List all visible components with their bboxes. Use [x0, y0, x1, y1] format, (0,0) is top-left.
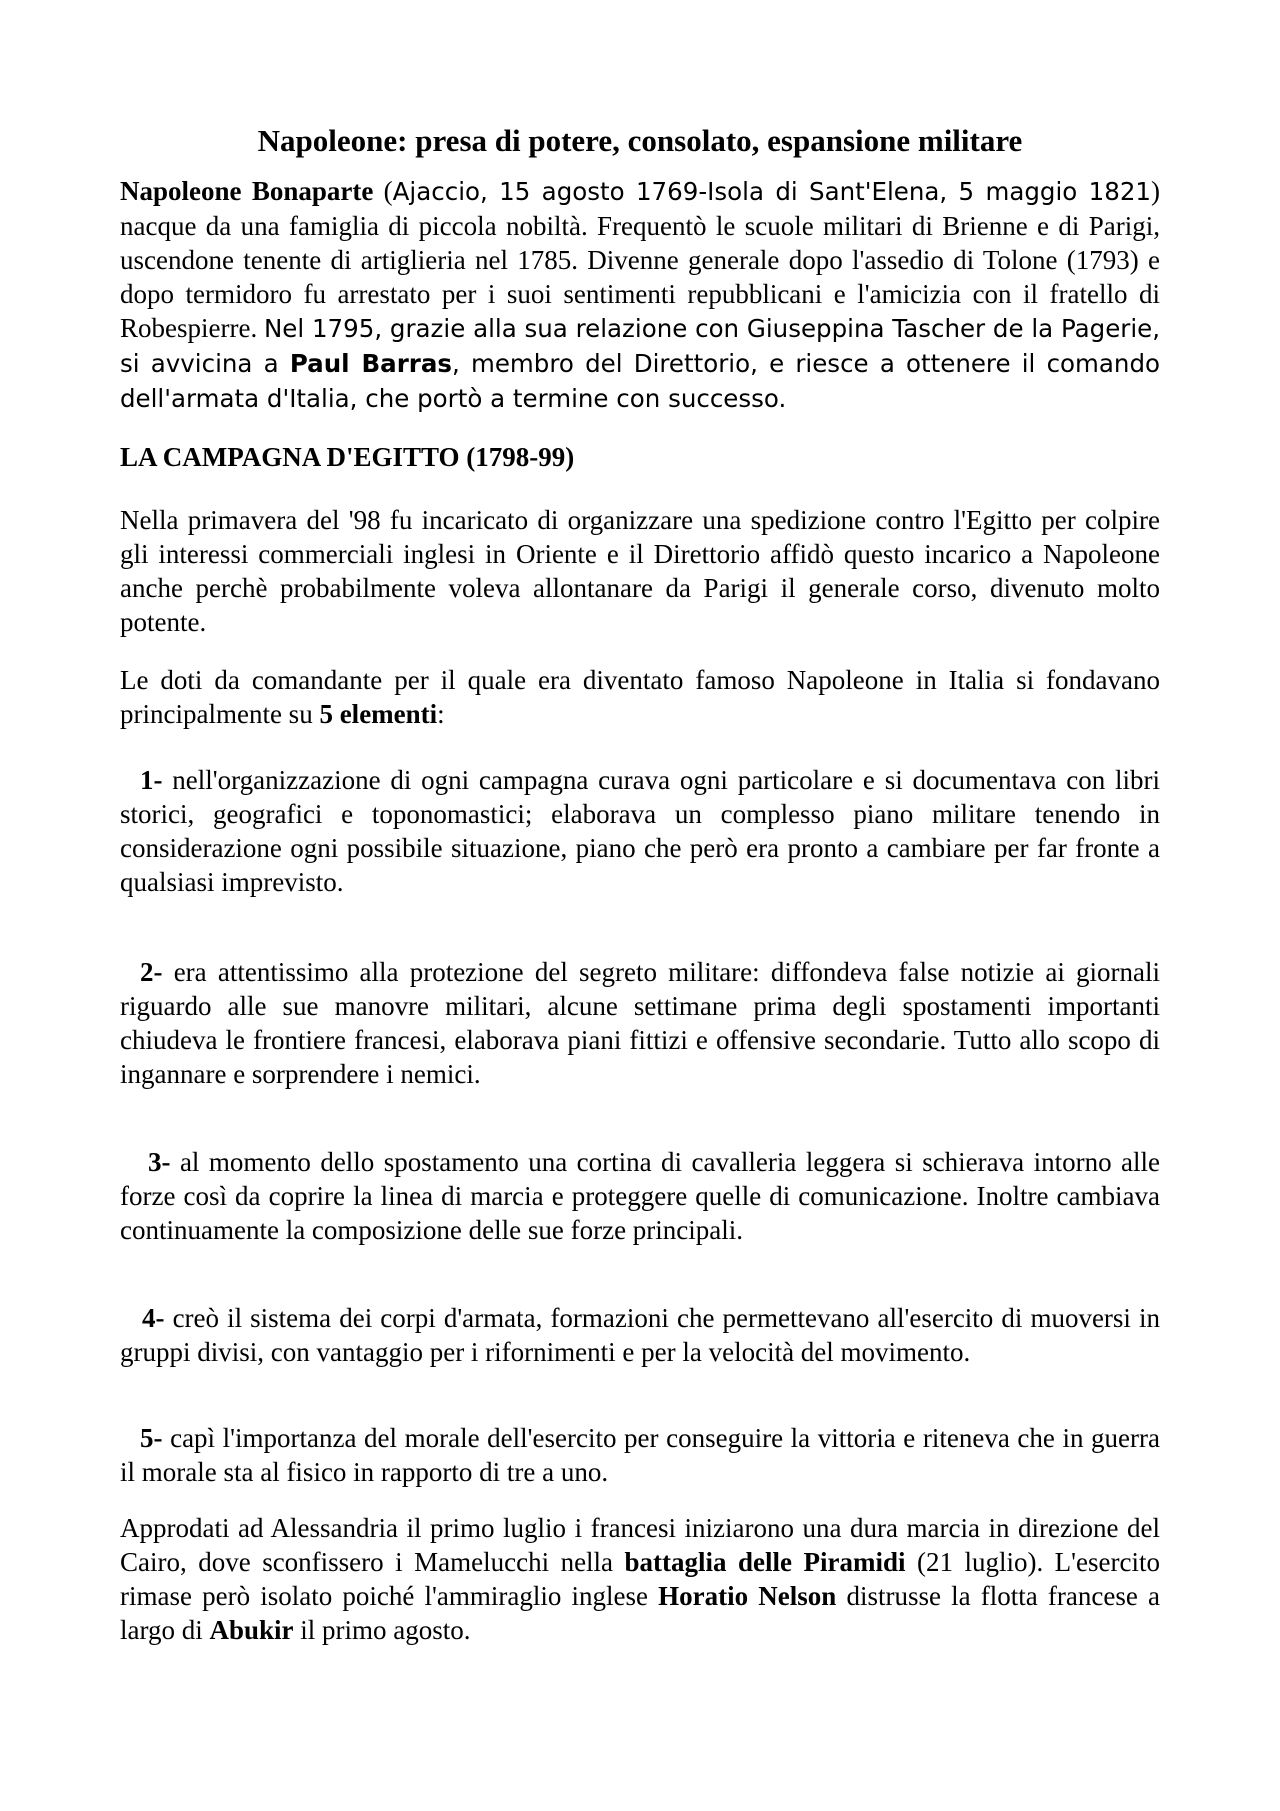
- intro-text-4: , membro del Direttorio, e riesce a ottenere il comando dell'armata d'Italia, che portò a termine con successo.: [120, 349, 1160, 413]
- item-number: 3-: [148, 1147, 171, 1177]
- list-item: [120, 763, 1160, 899]
- item-text: capì l'importanza del morale dell'esercito per conseguire la vittoria e riteneva che in guerra il morale sta al fisico in rapporto di tre a uno.: [120, 1423, 1160, 1487]
- document-title: Napoleone: presa di potere, consolato, espansione militare: [257, 123, 1023, 158]
- name-horatio-nelson: Horatio Nelson: [658, 1581, 837, 1611]
- alexandria-text-2: (21 luglio). L'esercito rimase però isolato poiché l'ammiraglio inglese: [120, 1547, 1160, 1611]
- list-item: [120, 1421, 1160, 1489]
- list-item: [120, 1301, 1160, 1369]
- item-text: al momento dello spostamento una cortina di cavalleria leggera si schierava intorno alle forze così da coprire la linea di marcia e proteggere quelle di comunicazione. Inoltre cambiava continuamente la composizione delle sue forze principali.: [120, 1147, 1160, 1245]
- item-number: 4-: [142, 1303, 165, 1333]
- intro-text-2: e dopo termidoro fu arrestato per i suoi sentimenti repubblicani e l'amicizia con il fratello di Robespierre.: [120, 245, 1160, 343]
- paragraph-egypt-expedition: Nella primavera del '98 fu incaricato di organizzare una spedizione contro l'Egitto per colpire gli interessi commerciali inglesi in Oriente e il Direttorio affidò questo incarico a Napoleone anche perchè probabilmente voleva allontanare da Parigi il generale corso, divenuto molto potente.: [120, 505, 1160, 637]
- five-elements-text: Le doti da comandante per il quale era diventato famoso Napoleone in Italia si fondavano principalmente su: [120, 665, 1160, 729]
- list-item: [120, 955, 1160, 1091]
- item-number: 5-: [140, 1423, 163, 1453]
- item-text: creò il sistema dei corpi d'armata, formazioni che permettevano all'esercito di muoversi in gruppi divisi, con vantaggio per i rifornimenti e per la velocità del movimento.: [120, 1303, 1160, 1367]
- paragraph-alexandria: [120, 1511, 1160, 1647]
- item-text: era attentissimo alla protezione del segreto militare: diffondeva false notizie ai giornali riguardo alle sue manovre militari, alcune settimane prima degli spostamenti importanti chiudeva le frontiere francesi, elaborava piani fittizi e offensive secondarie. Tutto allo scopo di ingannare e sorprendere i nemici.: [120, 957, 1160, 1089]
- item-text: nell'organizzazione di ogni campagna curava ogni particolare e si documentava con libri storici, geografici e toponomastici; elaborava un complesso piano militare tenendo in considerazione ogni possibile situazione, piano che però era pronto a cambiare per far fronte a qualsiasi imprevisto.: [120, 765, 1160, 897]
- alexandria-text-1: Approdati ad Alessandria il primo luglio i francesi iniziarono una dura marcia in direzione del Cairo, dove sconfissero i Mamelucchi nella: [120, 1513, 1160, 1577]
- item-number: 1-: [140, 765, 163, 795]
- name-paul-barras: Paul Barras: [289, 349, 452, 378]
- name-bonaparte: Napoleone Bonaparte: [120, 176, 374, 206]
- intro-text-3: Nel 1795, grazie alla sua relazione con Giuseppina Tascher de la Pagerie, si avvicina a: [120, 314, 1161, 378]
- open-paren: (: [373, 176, 393, 206]
- year-1793: (1793): [1066, 245, 1139, 275]
- alexandria-text-3: distrusse la flotta francese a largo di: [120, 1581, 1160, 1645]
- birth-death-dates: Ajaccio, 15 agosto 1769-Isola di Sant'Elena, 5 maggio 1821: [392, 177, 1151, 206]
- place-abukir: Abukir: [209, 1615, 294, 1645]
- section-heading: LA CAMPAGNA D'EGITTO (1798-99): [120, 442, 575, 472]
- document-page: [120, 122, 1160, 1647]
- five-elements-bold: 5 elementi: [319, 699, 438, 729]
- close-paren: ): [1151, 176, 1160, 206]
- alexandria-text-4: il primo agosto.: [293, 1615, 471, 1645]
- battle-of-pyramids: battaglia delle Piramidi: [624, 1547, 906, 1577]
- list-item: [120, 1145, 1160, 1247]
- five-elements-colon: :: [437, 699, 445, 729]
- intro-paragraph: [120, 174, 1160, 416]
- paragraph-five-elements: [120, 663, 1160, 731]
- item-number: 2-: [140, 957, 163, 987]
- intro-text-1: nacque da una famiglia di piccola nobiltà. Frequentò le scuole militari di Brienne e di Parigi, uscendone tenente di artiglieria nel 1785. Divenne generale dopo l'assedio di Tolone: [120, 211, 1160, 275]
